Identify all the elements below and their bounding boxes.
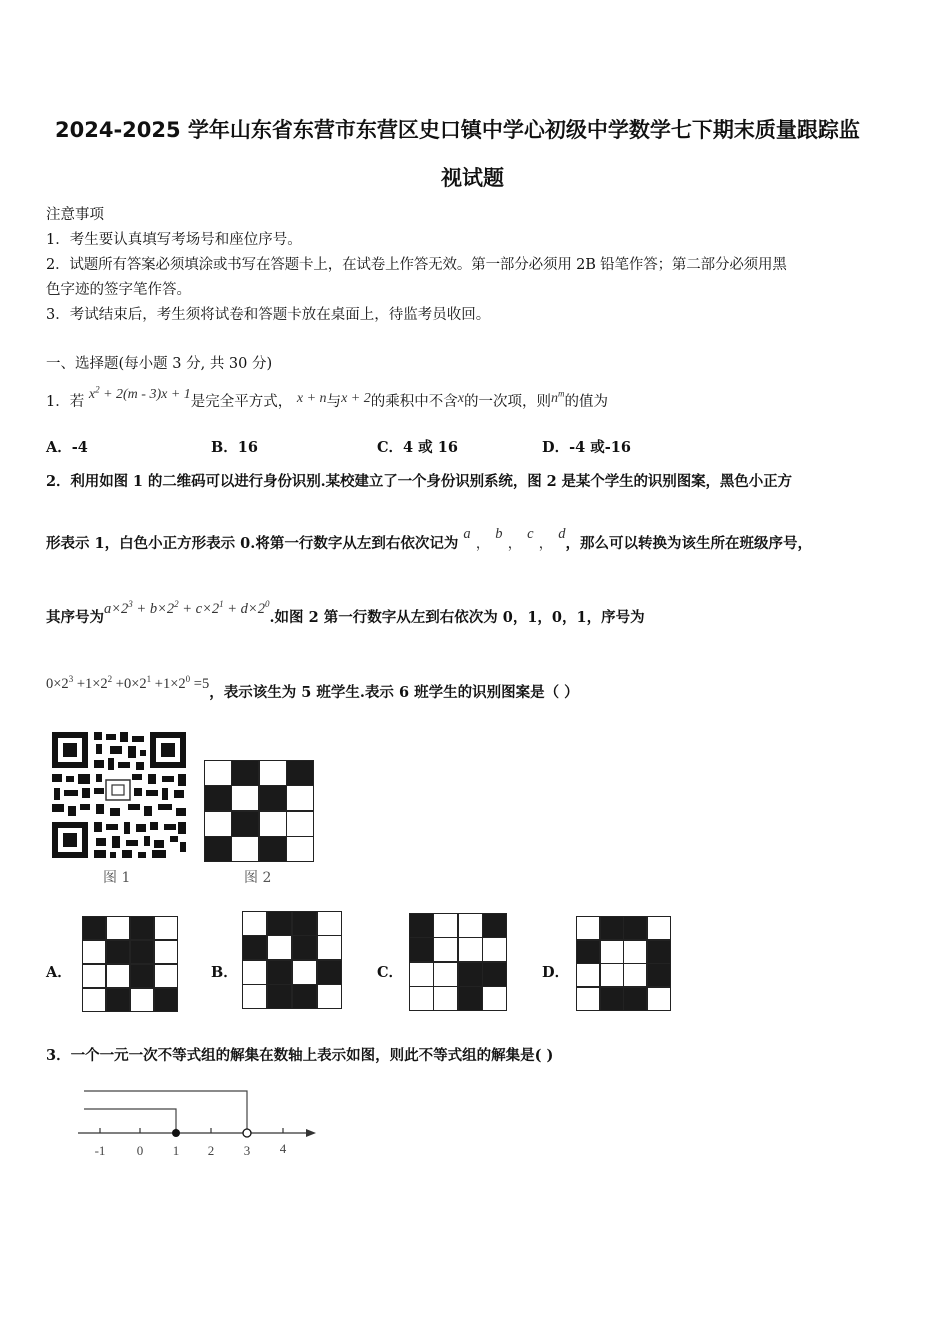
q2-text: 其序号为 [46,609,104,626]
grid-cell-black [318,961,341,984]
q2-text: .如图 2 第一行数字从左到右依次为 0，1，0，1，序号为 [269,609,645,626]
option-b-grid [242,911,342,1009]
grid-cell-black [131,941,153,963]
grid-cell-white [243,912,266,935]
grid-cell-white [107,917,129,939]
grid-cell-black [624,917,646,939]
grid-cell-black [410,938,433,961]
grid-cell-white [648,988,670,1010]
grid-cell-white [318,912,341,935]
grid-cell-white [287,812,313,836]
formula: $x^2 + 2(m - 3)x + 1$ [88,384,191,402]
grid-cell-white [434,963,457,986]
grid-cell-black [83,917,105,939]
grid-cell-white [83,941,105,963]
grid-cell-white [624,964,646,986]
grid-cell-black [648,941,670,963]
grid-cell-white [287,837,313,861]
q2-text: ，那么可以转换为该生所在班级序号， [565,535,812,552]
tick-label: -1 [94,1143,106,1158]
grid-cell-black [293,936,316,959]
figure-1-caption: 图 1 [103,870,131,886]
tick-label: 0 [136,1143,144,1158]
page-title-line1: 2024-2025 学年山东省东营市东营区史口镇中学心初级中学数学七下期末质量跟踪监 [55,118,860,142]
grid-cell-white [131,989,153,1011]
grid-cell-white [410,987,433,1010]
q2-text: ，表示该生为 5 班学生.表示 6 班学生的识别图案是（ ） [209,684,579,701]
tick-label: 1 [172,1143,180,1158]
grid-cell-white [624,941,646,963]
grid-cell-white [459,938,482,961]
formula: x + 2 [341,391,371,406]
qr-code-figure [48,728,190,862]
grid-cell-white [410,963,433,986]
grid-cell-black [107,989,129,1011]
grid-cell-black [107,941,129,963]
grid-cell-white [243,961,266,984]
grid-cell-white [483,938,506,961]
grid-cell-white [243,985,266,1008]
grid-cell-white [577,964,599,986]
grid-cell-black [601,988,623,1010]
figure-2-caption: 图 2 [244,870,272,886]
grid-cell-white [318,985,341,1008]
grid-cell-white [205,812,231,836]
option-d-label: D． [542,964,570,981]
q1-text: 的一次项，则 [463,394,551,410]
formula: $n^m$ [550,388,565,406]
option-c: C．4 或 16 [377,439,458,456]
notes-item: 1．考生要认真填写考场号和座位序号。 [46,232,302,248]
q2-line3 [46,599,645,627]
notes-item: 3．考试结束后，考生须将试卷和答题卡放在桌面上，待监考员收回。 [46,307,491,323]
formula: x + n [296,391,327,406]
grid-cell-black [293,912,316,935]
grid-cell-white [205,761,231,785]
q1-text: 是完全平方式， [190,394,293,410]
question-number: 1． [46,394,70,410]
grid-cell-black [268,985,291,1008]
var-b: b [495,526,503,542]
tick-label: 3 [243,1143,251,1158]
option-c-grid [409,913,507,1011]
grid-cell-white [155,941,177,963]
page-title-line2: 视试题 [441,166,504,190]
formula: x [457,391,464,406]
option-a-grid [82,916,178,1012]
grid-cell-white [601,964,623,986]
grid-cell-black [155,989,177,1011]
q2-line1: 2．利用如图 1 的二维码可以进行身份识别.某校建立了一个身份识别系统，图 2 是某个学生的识别图案，黑色小正方 [46,473,792,490]
grid-cell-black [601,917,623,939]
option-d-grid [576,916,671,1011]
grid-cell-white [155,917,177,939]
option-d: D．-4 或-16 [542,439,631,456]
grid-cell-white [83,989,105,1011]
grid-cell-white [483,987,506,1010]
grid-cell-black [268,961,291,984]
grid-cell-black [268,912,291,935]
grid-cell-white [434,914,457,937]
option-a-label: A． [46,964,72,981]
grid-cell-black [205,786,231,810]
number-line-figure [70,1082,330,1162]
grid-cell-white [260,761,286,785]
question-1 [46,384,608,411]
grid-cell-black [131,917,153,939]
q1-text: 若 [69,394,85,410]
notes-item: 色字迹的签字笔作答。 [46,282,191,298]
grid-cell-black [483,914,506,937]
option-b-label: B． [211,964,238,981]
var-a: a [463,526,471,542]
var-d: d [558,526,566,542]
grid-cell-black [232,761,258,785]
formula: $0\times 2^3 +1\times 2^2 +0\times 2^1 +1\times 2^0 =5$ [46,674,210,692]
grid-cell-white [232,786,258,810]
grid-cell-black [483,963,506,986]
grid-cell-white [434,938,457,961]
grid-cell-black [410,914,433,937]
grid-cell-white [232,837,258,861]
grid-cell-black [648,964,670,986]
q2-line2: 形表示 1，白色小正方形表示 0.将第一行数字从左到右依次记为 a ， b ， c ， d，那么可以转换为该生所在班级序号， [46,526,812,552]
grid-cell-white [459,914,482,937]
grid-cell-white [577,988,599,1010]
grid-cell-black [459,963,482,986]
grid-cell-black [293,985,316,1008]
notes-heading: 注意事项 [46,207,104,223]
grid-cell-white [83,965,105,987]
grid-cell-black [624,988,646,1010]
grid-cell-white [155,965,177,987]
option-b: B．16 [211,439,258,456]
grid-cell-black [243,936,266,959]
var-c: c [527,526,534,542]
grid-cell-black [260,786,286,810]
figure-2-grid [204,760,314,862]
tick-label: 4 [279,1141,287,1156]
grid-cell-black [459,987,482,1010]
grid-cell-black [287,761,313,785]
grid-cell-black [205,837,231,861]
grid-cell-white [268,936,291,959]
grid-cell-black [131,965,153,987]
q1-text: 的值为 [564,394,608,410]
grid-cell-black [577,941,599,963]
grid-cell-white [260,812,286,836]
q2-line4 [46,674,579,702]
q2-text: 形表示 1，白色小正方形表示 0.将第一行数字从左到右依次记为 [46,535,459,552]
grid-cell-white [434,987,457,1010]
grid-cell-white [107,965,129,987]
grid-cell-black [232,812,258,836]
grid-cell-white [601,941,623,963]
option-c-label: C． [377,964,404,981]
option-a: A．-4 [46,439,88,456]
grid-cell-white [577,917,599,939]
notes-item: 2．试题所有答案必须填涂或书写在答题卡上，在试卷上作答无效。第一部分必须用 2B 铅笔作答；第二部分必须用黑 [46,257,787,273]
grid-cell-white [287,786,313,810]
q1-text: 与 [326,394,342,410]
grid-cell-white [648,917,670,939]
grid-cell-white [293,961,316,984]
grid-cell-white [318,936,341,959]
question-3: 3．一个一元一次不等式组的解集在数轴上表示如图，则此不等式组的解集是( ) [46,1047,554,1064]
tick-label: 2 [207,1143,215,1158]
q1-text: 的乘积中不含 [370,394,458,410]
section-heading: 一、选择题(每小题 3 分, 共 30 分) [46,356,273,372]
grid-cell-black [260,837,286,861]
formula: $a\times 2^3 + b\times 2^2 + c\times 2^1 + d\times 2^0$ [104,599,270,617]
